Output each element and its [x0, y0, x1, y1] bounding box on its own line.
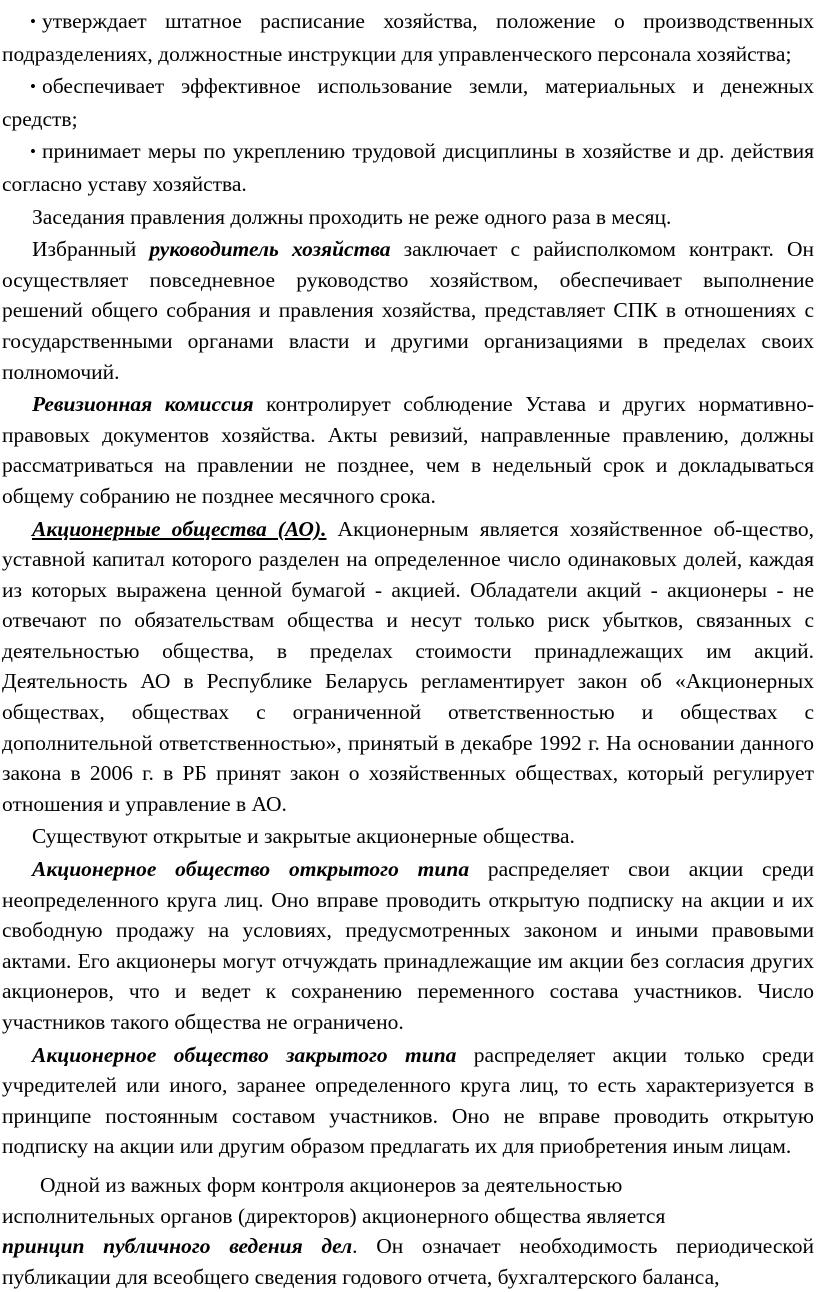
paragraph-line: исполнительных органов (директоров) акционерного общества является: [2, 1203, 666, 1228]
paragraph-text: Заседания правления должны проходить не реже одного раза в месяц.: [32, 204, 672, 229]
paragraph-line: [2, 1231, 814, 1292]
paragraph-joint-stock: [2, 514, 814, 820]
paragraph-text: распределяет акции только среди учредителей или иного, заранее определенного круга лиц, то есть характеризуется в принципе постоянным составом участников. Оно не вправе проводить открытую подписку на акции или другим образом предлагать их для приобретения иным лицам.: [2, 1042, 814, 1159]
bullet-text: обеспечивает эффективное использование земли, материальных и денежных средств;: [2, 74, 814, 131]
paragraph-closed-type: [2, 1040, 814, 1162]
paragraph-open-type: [2, 854, 814, 1038]
paragraph-text: контролирует соблюдение Устава и других нормативно-правовых документов хозяйства. Акты ревизий, направленные правлению, должны рассматриваться на правлении не позднее, чем в недельный срок и докладываться общему собранию не позднее месячного срока.: [2, 392, 814, 508]
paragraph-text: Акционерным является хозяйственное об-щество, уставной капитал которого разделен на определенное число одинаковых долей, каждая из которых выражена ценной бумагой - акцией. Обладатели акций - акционеры - не отвечают по обязательствам общества и несут только риск убытков, связанных с деятельностью общества, в пределах стоимости принадлежащих им акций. Деятельность АО в Республике Беларусь регламентирует закон об «Акционерных обществах, обществах с ограниченной ответственностью и обществах с дополнительной ответственностью», принятый в декабре 1992 г. На основании данного закона в 2006 г. в РБ принят закон о хозяйственных обществах, который регулирует отношения и управление в АО.: [2, 516, 814, 816]
bullet-text: утверждает штатное расписание хозяйства, положение о производственных подразделениях, должностные инструкции для управленческого персонала хозяйства;: [2, 9, 814, 66]
term-farm-head: руководитель хозяйства: [149, 237, 391, 262]
section-heading-joint-stock: Акционерные общества (АО).: [32, 516, 327, 541]
term-audit-commission: Ревизионная комиссия: [32, 392, 254, 417]
paragraph-lead-text: Избранный: [32, 237, 150, 262]
term-open-type: Акционерное общество открытого типа: [32, 857, 470, 882]
paragraph-text: распределяет свои акции среди неопределенного круга лиц. Оно вправе проводить открытую подписку на акции и их свободную продажу на условиях, предусмотренных законом и иными правовыми актами. Его акционеры могут отчуждать принадлежащие им акции без согласия других акционеров, что и ведет к сохранению переменного состава участников. Число участников такого общества не ограничено.: [2, 857, 814, 1034]
term-public-conduct: принцип публичного ведения дел: [2, 1234, 353, 1259]
paragraph-line: Одной из важных форм контроля акционеров за деятельностью: [40, 1172, 623, 1197]
bullet-icon: •: [30, 77, 36, 97]
paragraph-text: Существуют открытые и закрытые акционерные общества.: [32, 824, 575, 849]
bullet-item-resources: [2, 71, 814, 134]
paragraph-board-meetings: [2, 202, 814, 233]
bullet-text: принимает меры по укреплению трудовой дисциплины в хозяйстве и др. действия согласно уставу хозяйства.: [2, 139, 814, 196]
bullet-item-discipline: [2, 136, 814, 199]
paragraph-types: [2, 821, 814, 852]
bullet-item-staffing: [2, 6, 814, 69]
paragraph-text: заключает с райисполкомом контракт. Он осуществляет повседневное руководство хозяйством, обеспечивает выполнение решений общего собрания и правления хозяйства, представляет СПК в отношениях с государственными органами власти и другими организациями в пределах своих полномочий.: [2, 237, 814, 384]
paragraph-audit-commission: [2, 389, 814, 511]
paragraph-farm-head: [2, 234, 814, 387]
term-closed-type: Акционерное общество закрытого типа: [32, 1042, 457, 1067]
bullet-icon: •: [30, 142, 36, 162]
paragraph-public-conduct: [2, 1170, 814, 1292]
bullet-icon: •: [30, 12, 36, 31]
paragraph-text: . Он означает необходимость периодической публикации для всеобщего сведения годового отчета, бухгалтерского баланса,: [2, 1234, 814, 1289]
